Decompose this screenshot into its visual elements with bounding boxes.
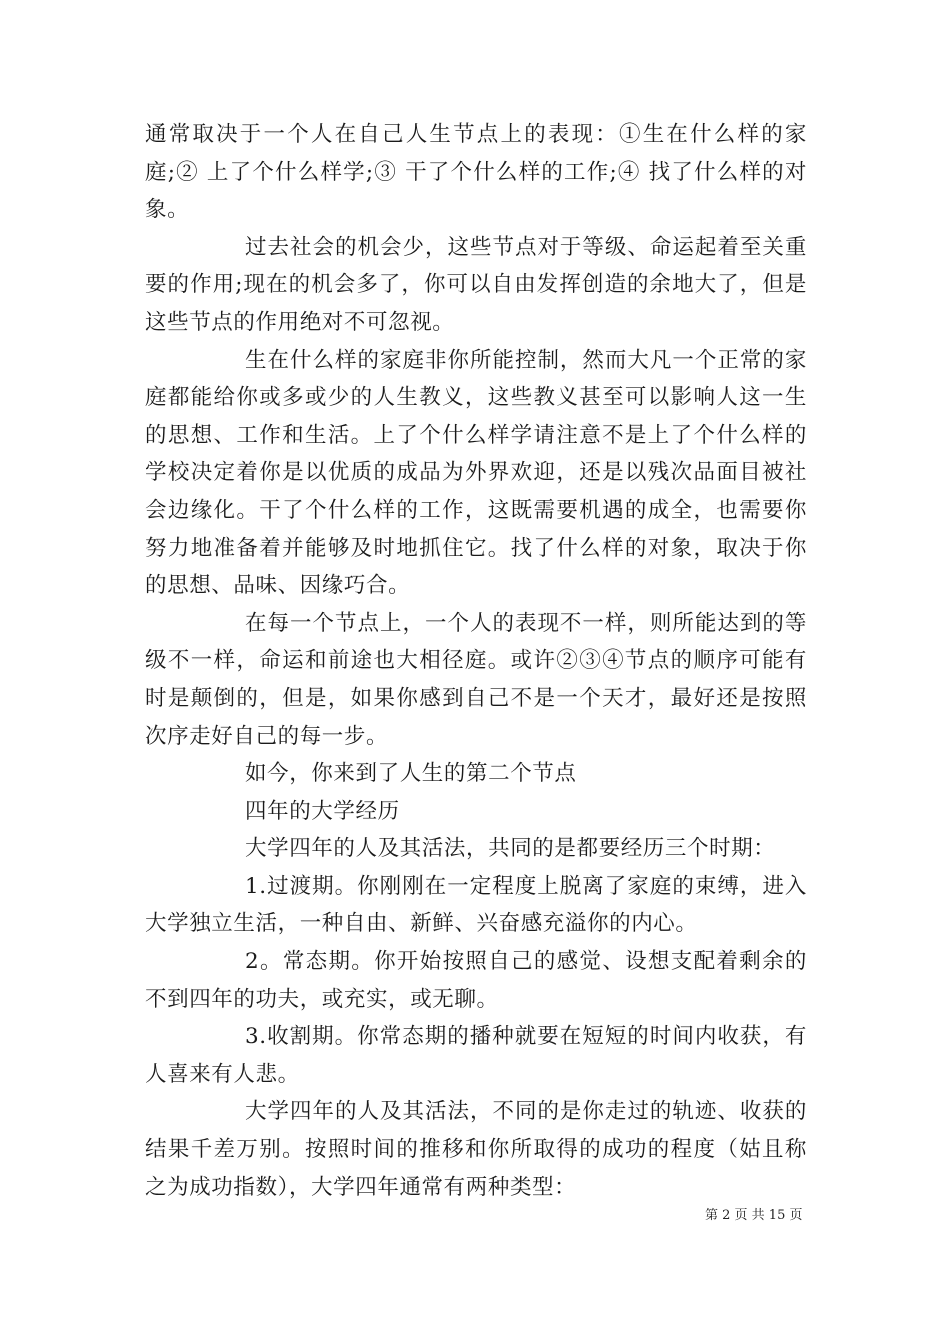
paragraph: 四年的大学经历 (245, 798, 400, 824)
paragraph: 1.过渡期。你刚刚在一定程度上脱离了家庭的束缚，进入大学独立生活，一种自由、新鲜、兴奋感充溢你的内心。 (145, 873, 807, 937)
paragraph: 大学四年的人及其活法，共同的是都要经历三个时期： (245, 836, 776, 862)
paragraph: 生在什么样的家庭非你所能控制，然而大凡一个正常的家庭都能给你或多或少的人生教义，这些教义甚至可以影响人这一生的思想、工作和生活。上了个什么样学请注意不是上了个什么样的学校决定着你是以优质的成品为外界欢迎，还是以残次品面目被社会边缘化。干了个什么样的工作，这既需要机遇的成全，也需要你努力地准备着并能够及时地抓住它。找了什么样的对象，取决于你的思想、品味、因缘巧合。 (145, 347, 807, 599)
paragraph: 在每一个节点上，一个人的表现不一样，则所能达到的等级不一样，命运和前途也大相径庭。或许②③④节点的顺序可能有时是颠倒的，但是，如果你感到自己不是一个天才，最好还是按照次序走好自己的每一步。 (145, 610, 807, 749)
paragraph: 大学四年的人及其活法，不同的是你走过的轨迹、收获的结果千差万别。按照时间的推移和你所取得的成功的程度（姑且称之为成功指数），大学四年通常有两种类型： (145, 1099, 807, 1200)
paragraph: 通常取决于一个人在自己人生节点上的表现：①生在什么样的家庭;② 上了个什么样学;③ 干了个什么样的工作;④ 找了什么样的对象。 (145, 122, 807, 223)
page-number-footer: 第 2 页 共 15 页 (705, 1208, 803, 1223)
paragraph: 3.收割期。你常态期的播种就要在短短的时间内收获，有人喜来有人悲。 (145, 1024, 807, 1087)
paragraph: 过去社会的机会少，这些节点对于等级、命运起着至关重要的作用;现在的机会多了，你可以自由发挥创造的余地大了，但是这些节点的作用绝对不可忽视。 (145, 234, 807, 335)
paragraph: 2。常态期。你开始按照自己的感觉、设想支配着剩余的不到四年的功夫，或充实，或无聊。 (145, 949, 807, 1012)
document-body (145, 116, 807, 1206)
paragraph: 如今，你来到了人生的第二个节点 (245, 761, 577, 787)
